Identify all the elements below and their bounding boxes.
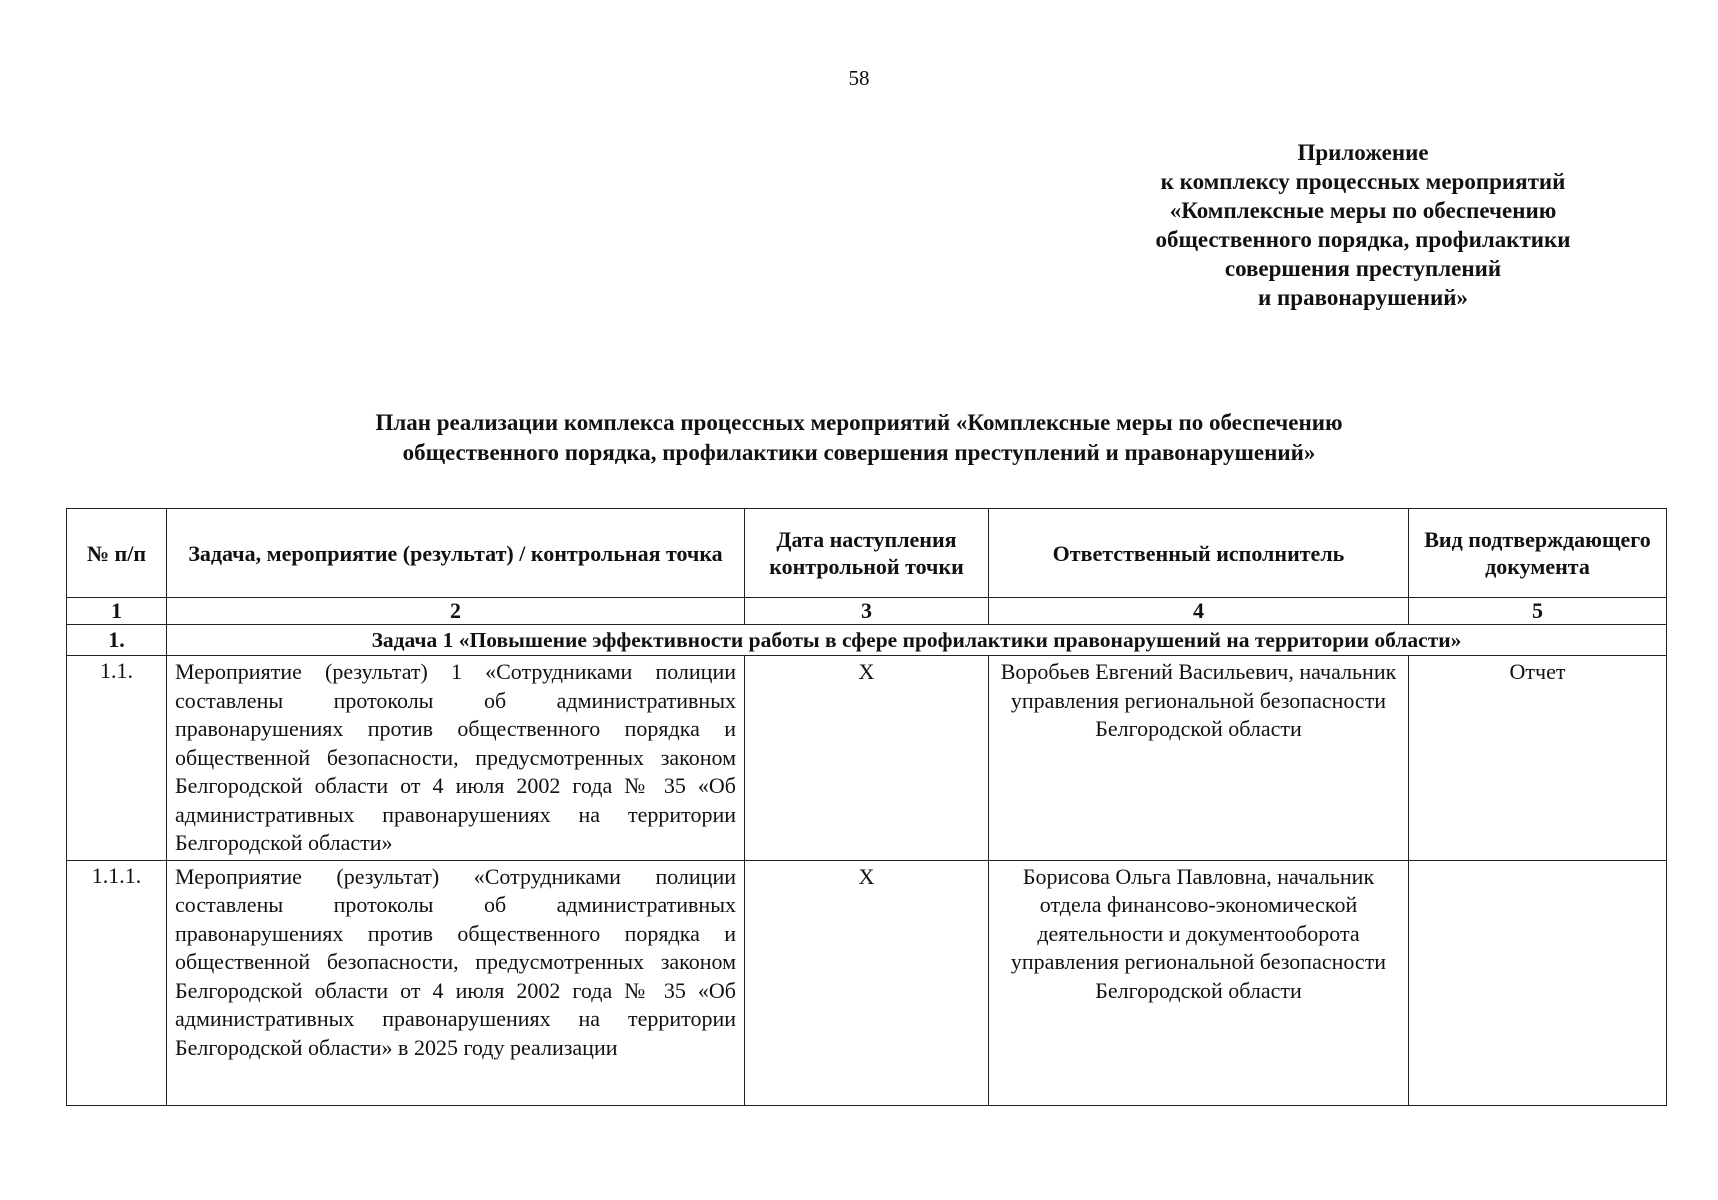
column-index-row [67,598,1667,625]
row-executor: Борисова Ольга Павловна, начальник отдела финансово-экономической деятельности и документооборота управления региональной безопасности Белгородской области [989,860,1409,1105]
page-number: 58 [848,66,870,90]
appendix-line: и правонарушений» [1258,285,1468,310]
task-row [67,625,1667,656]
row-num: 1.1.1. [67,860,167,1105]
row-executor: Воробьев Евгений Васильевич, начальник управления региональной безопасности Белгородской области [989,656,1409,861]
row-document: Отчет [1409,656,1667,861]
table-header-row [67,509,1667,598]
column-index: 5 [1409,598,1667,625]
row-document [1409,860,1667,1105]
table-row [67,860,1667,1105]
column-index: 2 [167,598,745,625]
row-task: Мероприятие (результат) 1 «Сотрудниками полиции составлены протоколы об административных правонарушениях против общественного порядка и общественной безопасности, предусмотренных законом Белгородской области от 4 июля 2002 года № 35 «Об административных правонарушениях на территории Белгородской области» [167,656,745,861]
row-date: Х [745,656,989,861]
appendix-line: Приложение [1297,140,1429,165]
appendix-line: к комплексу процессных мероприятий [1160,169,1566,194]
appendix-line: совершения преступлений [1224,256,1502,281]
plan-title-line: План реализации комплекса процессных мероприятий «Комплексные меры по обеспечению [375,410,1343,435]
appendix-header [1108,138,1618,312]
row-task: Мероприятие (результат) «Сотрудниками полиции составлены протоколы об административных правонарушениях против общественного порядка и общественной безопасности, предусмотренных законом Белгородской области от 4 июля 2002 года № 35 «Об административных правонарушениях на территории Белгородской области» в 2025 году реализации [167,860,745,1105]
row-num: 1.1. [67,656,167,861]
header-executor: Ответственный исполнитель [989,509,1409,598]
appendix-line: «Комплексные меры по обеспечению [1169,198,1557,223]
plan-title [0,408,1718,468]
table-row [67,656,1667,861]
header-document: Вид подтверждающего документа [1409,509,1667,598]
header-task: Задача, мероприятие (результат) / контрольная точка [167,509,745,598]
task-row-num: 1. [67,625,167,656]
column-index: 1 [67,598,167,625]
appendix-line: общественного порядка, профилактики [1155,227,1571,252]
plan-title-line: общественного порядка, профилактики совершения преступлений и правонарушений» [402,440,1316,465]
plan-table [66,508,1667,1106]
header-date: Дата наступления контрольной точки [745,509,989,598]
task-row-title: Задача 1 «Повышение эффективности работы в сфере профилактики правонарушений на территории области» [167,625,1667,656]
column-index: 4 [989,598,1409,625]
header-num: № п/п [67,509,167,598]
row-date: Х [745,860,989,1105]
column-index: 3 [745,598,989,625]
